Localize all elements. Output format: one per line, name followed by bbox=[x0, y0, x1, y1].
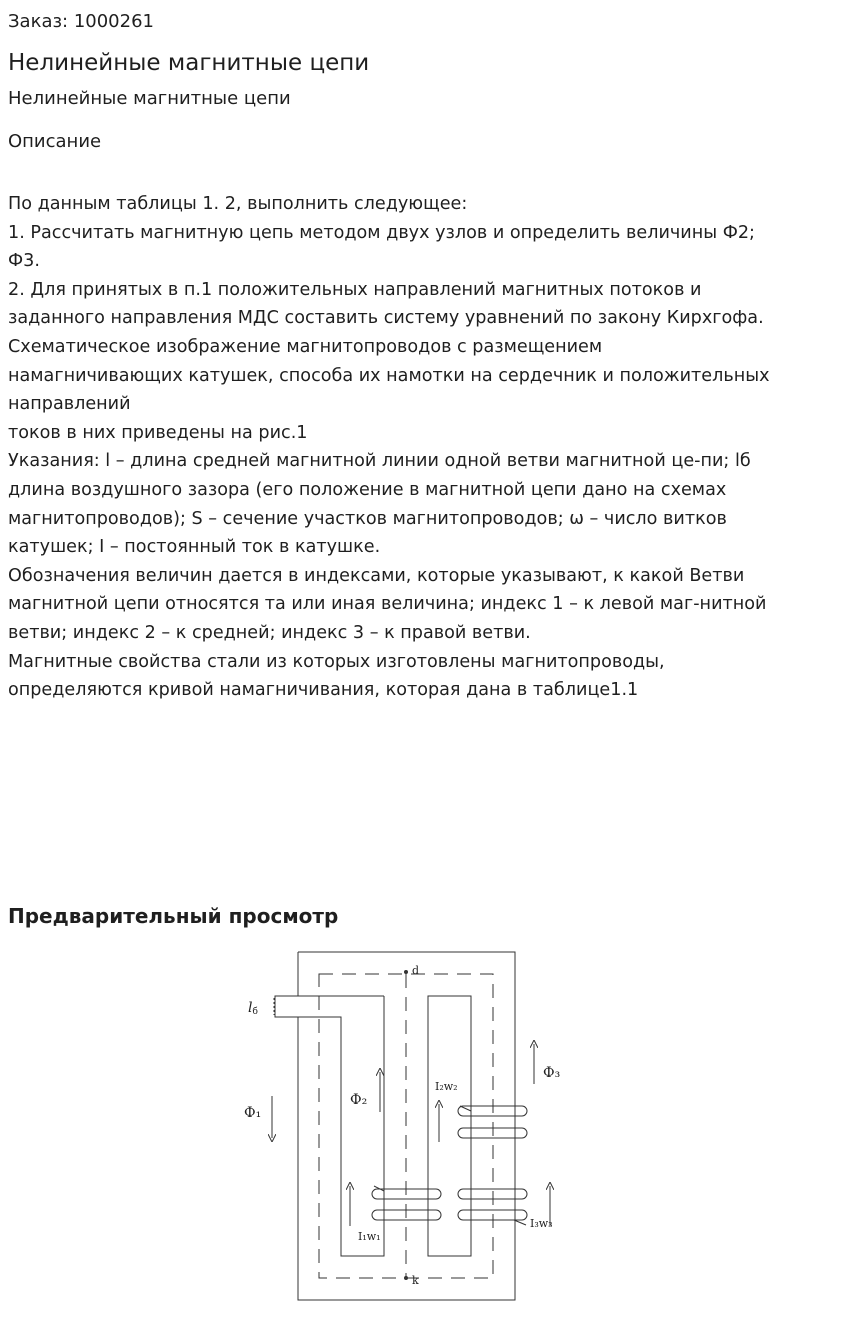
node-bottom-label: k bbox=[412, 1274, 419, 1287]
description-line: 1. Рассчитать магнитную цепь методом двух узлов и определить величины Ф2; bbox=[8, 222, 755, 243]
node-bottom-dot bbox=[404, 1276, 408, 1280]
coil-2-label: I₂w₂ bbox=[435, 1080, 458, 1093]
flux-2-label: Ф₂ bbox=[350, 1092, 368, 1108]
page-title: Нелинейные магнитные цепи bbox=[8, 50, 370, 76]
description-line: Указания: l – длина средней магнитной линии одной ветви магнитной це-пи; lб bbox=[8, 451, 751, 472]
description-line: По данным таблицы 1. 2, выполнить следующее: bbox=[8, 194, 468, 214]
description-line: 2. Для принятых в п.1 положительных направлений магнитных потоков и bbox=[8, 279, 702, 300]
description-line: Магнитные свойства стали из которых изготовлены магнитопроводы, bbox=[8, 651, 665, 672]
description-line: токов в них приведены на рис.1 bbox=[8, 422, 308, 443]
node-top-dot bbox=[404, 970, 408, 974]
description-line: направлений bbox=[8, 394, 131, 415]
magnetic-circuit-figure bbox=[230, 946, 580, 1308]
flux-1-label: Ф₁ bbox=[244, 1105, 262, 1121]
coil-1-label: I₁w₁ bbox=[358, 1230, 381, 1243]
description-line: катушек; I – постоянный ток в катушке. bbox=[8, 537, 381, 558]
magnetic-circuit-diagram bbox=[230, 946, 580, 1308]
description-line: намагничивающих катушек, способа их намотки на сердечник и положительных bbox=[8, 365, 770, 386]
description-line: Схематическое изображение магнитопроводов с размещением bbox=[8, 336, 603, 357]
air-gap-symbol: l bbox=[248, 1000, 253, 1016]
description-line: определяются кривой намагничивания, которая дана в таблице1.1 bbox=[8, 680, 639, 701]
description-line: магнитной цепи относятся та или иная величина; индекс 1 – к левой маг-нитной bbox=[8, 594, 767, 615]
description-heading: Описание bbox=[8, 131, 102, 152]
core-outer-contour bbox=[275, 952, 515, 1300]
air-gap-subscript: б bbox=[252, 1007, 258, 1017]
description-line: заданного направления МДС составить систему уравнений по закону Кирхгофа. bbox=[8, 308, 764, 329]
description-line: магнитопроводов); S – сечение участков магнитопроводов; ω – число витков bbox=[8, 508, 727, 529]
description-line: Обозначения величин дается в индексами, которые указывают, к какой Ветви bbox=[8, 565, 745, 586]
page-subtitle: Нелинейные магнитные цепи bbox=[8, 88, 291, 109]
preview-heading: Предварительный просмотр bbox=[8, 904, 339, 928]
description-line: Ф3. bbox=[8, 251, 40, 272]
right-window bbox=[428, 996, 471, 1256]
node-top-label: d bbox=[412, 964, 420, 977]
description-line: ветви; индекс 2 – к средней; индекс 3 – к правой ветви. bbox=[8, 622, 531, 643]
left-window bbox=[275, 996, 384, 1256]
flux-3-label: Ф₃ bbox=[543, 1065, 561, 1081]
order-number: Заказ: 1000261 bbox=[8, 11, 154, 32]
description-line: длина воздушного зазора (его положение в магнитной цепи дано на схемах bbox=[8, 479, 727, 500]
coil-3-label: I₃w₃ bbox=[530, 1217, 553, 1230]
description-body bbox=[8, 190, 844, 705]
air-gap-label bbox=[248, 1000, 258, 1017]
